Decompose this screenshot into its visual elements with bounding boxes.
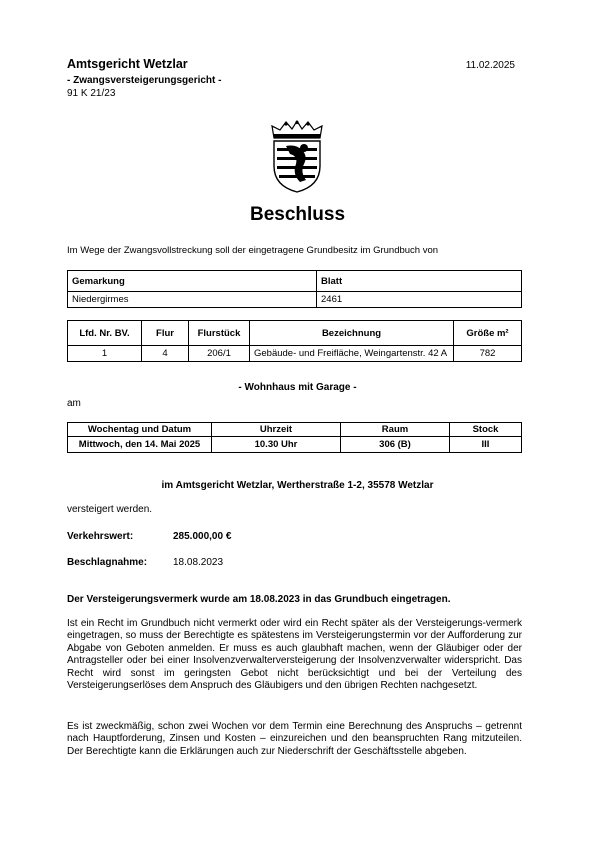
property-table: [67, 320, 522, 362]
cell-groesse: 782: [454, 346, 522, 362]
cell-gemarkung: Niedergirmes: [68, 292, 317, 308]
auction-location: im Amtsgericht Wetzlar, Wertherstraße 1-2, 35578 Wetzlar: [161, 480, 434, 491]
beschlagnahme-label: Beschlagnahme:: [67, 557, 148, 568]
header-lfd-nr: Lfd. Nr. BV.: [68, 321, 142, 346]
verkehrswert-value: 285.000,00 €: [173, 531, 232, 542]
property-note: - Wohnhaus mit Garage -: [238, 382, 357, 393]
header-floor: Stock: [450, 423, 522, 437]
registry-table: [67, 270, 522, 308]
table-row: [68, 346, 522, 362]
table-row: [68, 437, 522, 453]
am-text: am: [67, 398, 81, 409]
paragraph-rights: Ist ein Recht im Grundbuch nicht vermerkt oder wird ein Recht später als der Versteigerungs-vermerk eingetragen, so muss der Berechtigte es spätestens im Versteigerungstermin vor der Aufforderung zur Abgabe von Geboten anmelden. Er muss es auch glaubhaft machen, wenn der Gläubiger oder der Antragsteller oder bei einer Insolvenzverwalterversteigerung der Insolvenzverwalter widerspricht. Das Recht wird sonst im geringsten Gebot nicht berücksichtigt und bei der Verteilung des Versteigerungserlöses dem Anspruch des Gläubigers und den übrigen Rechten nachgesetzt.: [67, 618, 522, 692]
header-bezeichnung: Bezeichnung: [250, 321, 454, 346]
versteigert-text: versteigert werden.: [67, 504, 153, 515]
beschlagnahme-value: 18.08.2023: [173, 557, 224, 568]
table-row: [68, 292, 522, 308]
cell-room: 306 (B): [341, 437, 450, 453]
verkehrswert-label: Verkehrswert:: [67, 531, 134, 542]
cell-lfd-nr: 1: [68, 346, 142, 362]
header-date: Wochentag und Datum: [68, 423, 212, 437]
header-flur: Flur: [142, 321, 189, 346]
court-subtitle: - Zwangsversteigerungsgericht -: [67, 75, 222, 86]
case-number: 91 K 21/23: [67, 88, 116, 99]
cell-bezeichnung: Gebäude- und Freifläche, Weingartenstr. 42 A: [250, 346, 454, 362]
cell-date: Mittwoch, den 14. Mai 2025: [68, 437, 212, 453]
header-gemarkung: Gemarkung: [68, 271, 317, 292]
appointment-table: [67, 422, 522, 453]
cell-time: 10.30 Uhr: [212, 437, 341, 453]
header-flurstueck: Flurstück: [189, 321, 250, 346]
intro-text: Im Wege der Zwangsvollstreckung soll der eingetragene Grundbesitz im Grundbuch von: [67, 245, 439, 256]
cell-blatt: 2461: [317, 292, 522, 308]
header-blatt: Blatt: [317, 271, 522, 292]
vermerk-text: Der Versteigerungsvermerk wurde am 18.08.2023 in das Grundbuch eingetragen.: [67, 594, 451, 605]
document-date: 11.02.2025: [465, 60, 515, 71]
cell-floor: III: [450, 437, 522, 453]
court-name: Amtsgericht Wetzlar: [67, 57, 188, 71]
cell-flur: 4: [142, 346, 189, 362]
header-time: Uhrzeit: [212, 423, 341, 437]
document-title: Beschluss: [249, 204, 346, 225]
header-groesse: Größe m²: [454, 321, 522, 346]
hesse-coat-of-arms-icon: [268, 120, 326, 194]
paragraph-calculation: Es ist zweckmäßig, schon zwei Wochen vor dem Termin eine Berechnung des Anspruchs – getrennt nach Hauptforderung, Zinsen und Kosten – einzureichen und den beanspruchten Rang mitzuteilen. Der Berechtigte kann die Erklärungen auch zur Niederschrift der Geschäftsstelle abgeben.: [67, 721, 522, 757]
cell-flurstueck: 206/1: [189, 346, 250, 362]
header-room: Raum: [341, 423, 450, 437]
